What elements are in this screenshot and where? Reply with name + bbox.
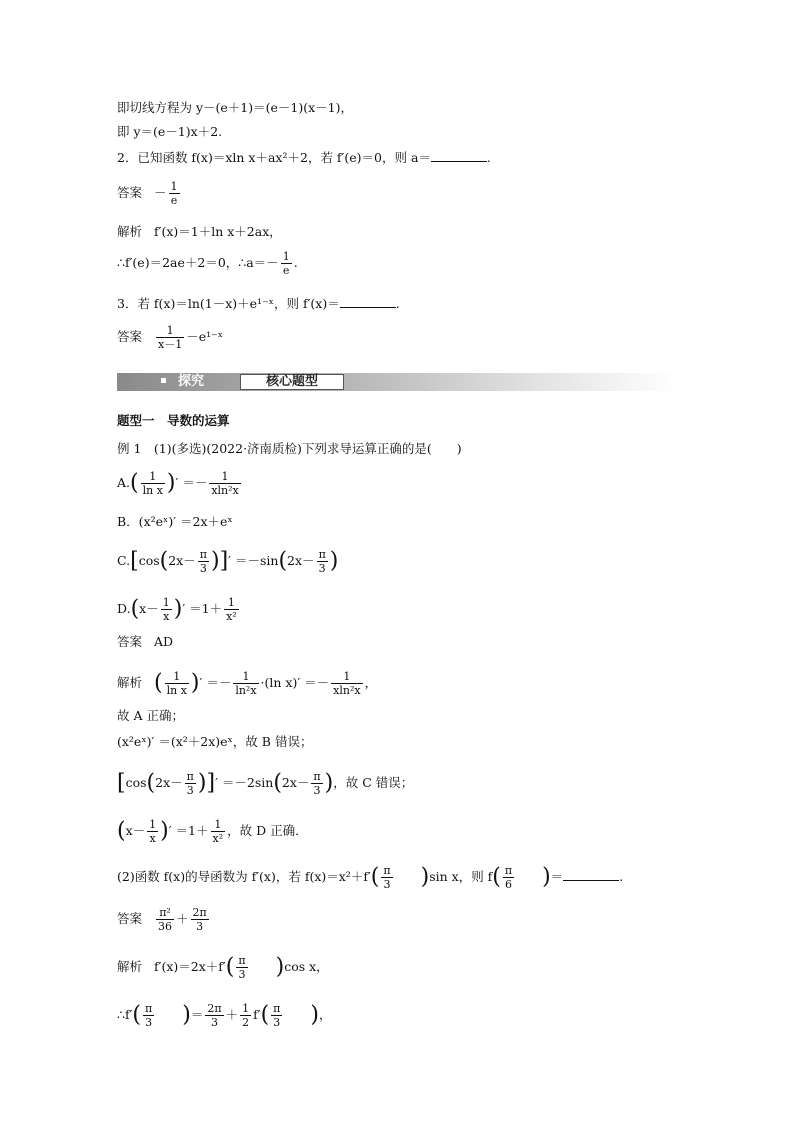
answer-blank bbox=[563, 870, 619, 881]
bullet-icon bbox=[161, 378, 166, 383]
option-d: D.(x－ $\frac{1}{x}$ )′ ＝1＋ $\frac{1}{\text{x²}}$ bbox=[117, 596, 237, 623]
option-b: B．(x²eˣ)′ ＝2x＋eˣ bbox=[117, 514, 233, 529]
solution-line: [cos(2x－ $\frac{\pi}{3}$ )]′ ＝－2sin(2x－ $\frac{\pi}{3}$ )，故 C 错误； bbox=[117, 770, 414, 797]
section-title: 题型一 导数的运算 bbox=[117, 413, 230, 428]
example-1: 例 1 (1)(多选)(2022·济南质检)下列求导运算正确的是( ) bbox=[117, 441, 462, 456]
answer-line: 答案 － $\frac{1}{e}$ bbox=[117, 180, 178, 207]
solution-line: (x²eˣ)′ ＝(x²＋2x)eˣ，故 B 错误； bbox=[117, 734, 313, 749]
text-line: 即切线方程为 y－(e＋1)＝(e－1)(x－1)， bbox=[117, 100, 353, 115]
solution-line: 解析 ( $\frac{1}{\text{ln x}}$ )′ ＝－ $\frac{1}{\text{ln²x}}$ ·(ln x)′ ＝－ $\frac{1}{\text{xln²x}}$ ， bbox=[117, 670, 378, 697]
banner-right-label: 核心题型 bbox=[240, 374, 344, 390]
part-2: (2)函数 f(x)的导函数为 f′(x)，若 f(x)＝x²＋f′( $\frac{\pi}{3}$ )sin x，则 f( $\frac{\pi}{6}$ )＝ . bbox=[117, 864, 624, 891]
solution-line: 故 A 正确； bbox=[117, 708, 184, 723]
section-banner bbox=[117, 373, 677, 393]
text-line: 即 y＝(e－1)x＋2. bbox=[117, 124, 223, 139]
question-3: 3．若 f(x)＝ln(1－x)＋e¹⁻ˣ，则 f′(x)＝ . bbox=[117, 296, 400, 311]
banner-left-label: 探究 bbox=[117, 374, 237, 390]
answer-line: 答案 $\frac{1}{x-1}$ －e¹⁻ˣ bbox=[117, 324, 224, 351]
solution-line: (x－ $\frac{1}{x}$ )′ ＝1＋ $\frac{1}{\text{x²}}$ ，故 D 正确． bbox=[117, 818, 308, 845]
question-2: 2．已知函数 f(x)＝xln x＋ax²＋2，若 f′(e)＝0，则 a＝ . bbox=[117, 150, 491, 165]
solution-line: ∴f′(e)＝2ae＋2＝0，∴a＝－ $\frac{1}{e}$ . bbox=[117, 250, 298, 277]
answer-line: 答案 $\frac{\text{π²}}{36}$ ＋ $\frac{2\pi}{3}$ bbox=[117, 906, 207, 933]
solution-line: 解析 f′(x)＝1＋ln x＋2ax， bbox=[117, 224, 282, 239]
answer-line: 答案 AD bbox=[117, 634, 174, 649]
solution-line: ∴f′( $\frac{\pi}{3}$ )＝ $\frac{2\pi}{3}$ ＋ $\frac{1}{2}$ f′( $\frac{\pi}{3}$ )， bbox=[117, 1002, 332, 1029]
answer-blank bbox=[340, 297, 396, 308]
option-c: C.[cos(2x－ $\frac{\pi}{3}$ )]′ ＝－sin(2x－ $\frac{\pi}{3}$ ) bbox=[117, 548, 339, 575]
answer-blank bbox=[431, 151, 487, 162]
option-a: A.( $\frac{1}{\text{ln x}}$ )′ ＝－ $\frac{1}{\text{xln²x}}$ bbox=[117, 470, 239, 497]
solution-line: 解析 f′(x)＝2x＋f′( $\frac{\pi}{3}$ )cos x， bbox=[117, 954, 329, 981]
